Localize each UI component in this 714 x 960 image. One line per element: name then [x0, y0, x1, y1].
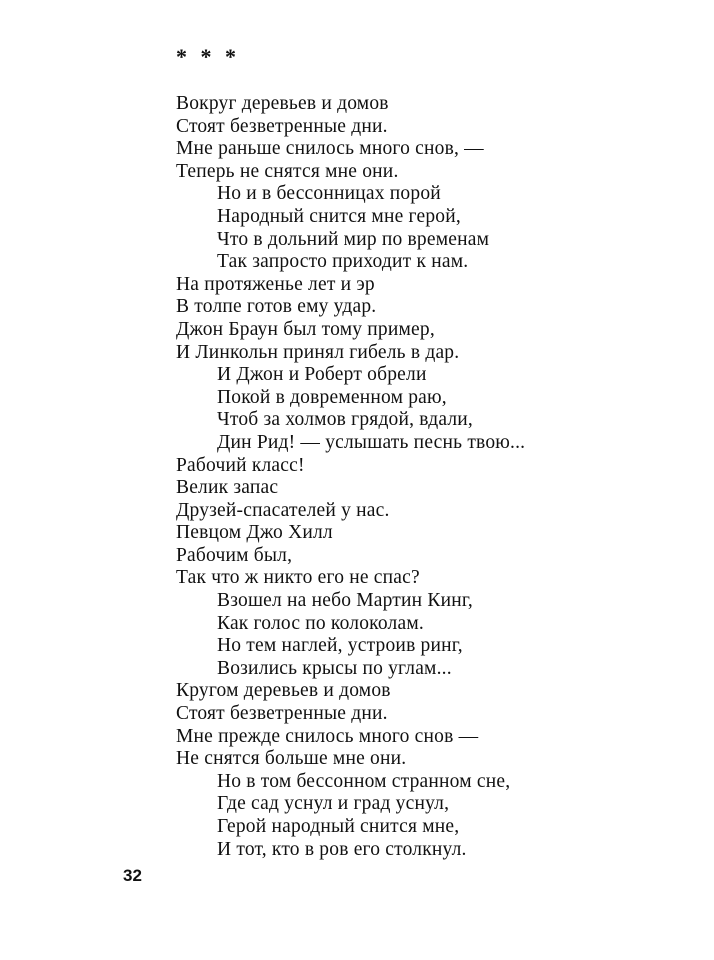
poem-line: Кругом деревьев и домов: [176, 680, 391, 702]
poem-line: Вокруг деревьев и домов: [176, 93, 389, 114]
poem-body: [176, 93, 525, 861]
poem-line: Возились крысы по углам...: [217, 657, 452, 679]
poem-line: Мне прежде снилось много снов —: [176, 725, 479, 747]
poem-line: Народный снится мне герой,: [217, 205, 461, 227]
poem-line: Покой в довременном раю,: [217, 386, 447, 408]
poem-line: Мне раньше снилось много снов, —: [176, 138, 484, 160]
poem-line: И Джон и Роберт обрели: [217, 364, 427, 386]
poem-line: Джон Браун был тому пример,: [176, 318, 435, 340]
poem-line: Теперь не снятся мне они.: [176, 160, 399, 182]
poem-line: Друзей-спасателей у нас.: [176, 499, 390, 521]
poem-line: Не снятся больше мне они.: [176, 748, 407, 770]
poem-line: Так что ж никто его не спас?: [176, 567, 420, 589]
poem-line: И Линкольн принял гибель в дар.: [176, 341, 460, 363]
poem-line: Чтоб за холмов грядой, вдали,: [217, 409, 474, 431]
poem-line: В толпе готов ему удар.: [176, 296, 377, 318]
poem-line: Но и в бессонницах порой: [217, 183, 441, 205]
poem-line: Герой народный снится мне,: [217, 816, 460, 837]
poem-line: Дин Рид! — услышать песнь твою...: [217, 431, 526, 453]
poem-line: Рабочим был,: [176, 544, 293, 566]
poem-line: Но в том бессонном странном сне,: [217, 770, 511, 792]
section-ornament: * * *: [176, 44, 240, 69]
poem-line: Так запросто приходит к нам.: [217, 251, 469, 273]
poem-line: На протяженье лет и эр: [176, 273, 375, 295]
poem-line: Где сад уснул и град уснул,: [217, 793, 450, 815]
poem-line: Стоят безветренные дни.: [176, 703, 388, 725]
poem-line: Велик запас: [176, 477, 279, 499]
poem-line: И тот, кто в ров его столкнул.: [217, 838, 467, 860]
poem-line: Рабочий класс!: [176, 454, 305, 476]
poem-line: Певцом Джо Хилл: [176, 522, 333, 544]
poem-line: Взошел на небо Мартин Кинг,: [217, 590, 473, 612]
page-number: 32: [123, 866, 142, 885]
poem-line: Что в дольний мир по временам: [217, 228, 490, 250]
poem-line: Но тем наглей, устроив ринг,: [217, 635, 463, 657]
poem-line: Стоят безветренные дни.: [176, 115, 388, 137]
poem-line: Как голос по колоколам.: [217, 612, 424, 634]
